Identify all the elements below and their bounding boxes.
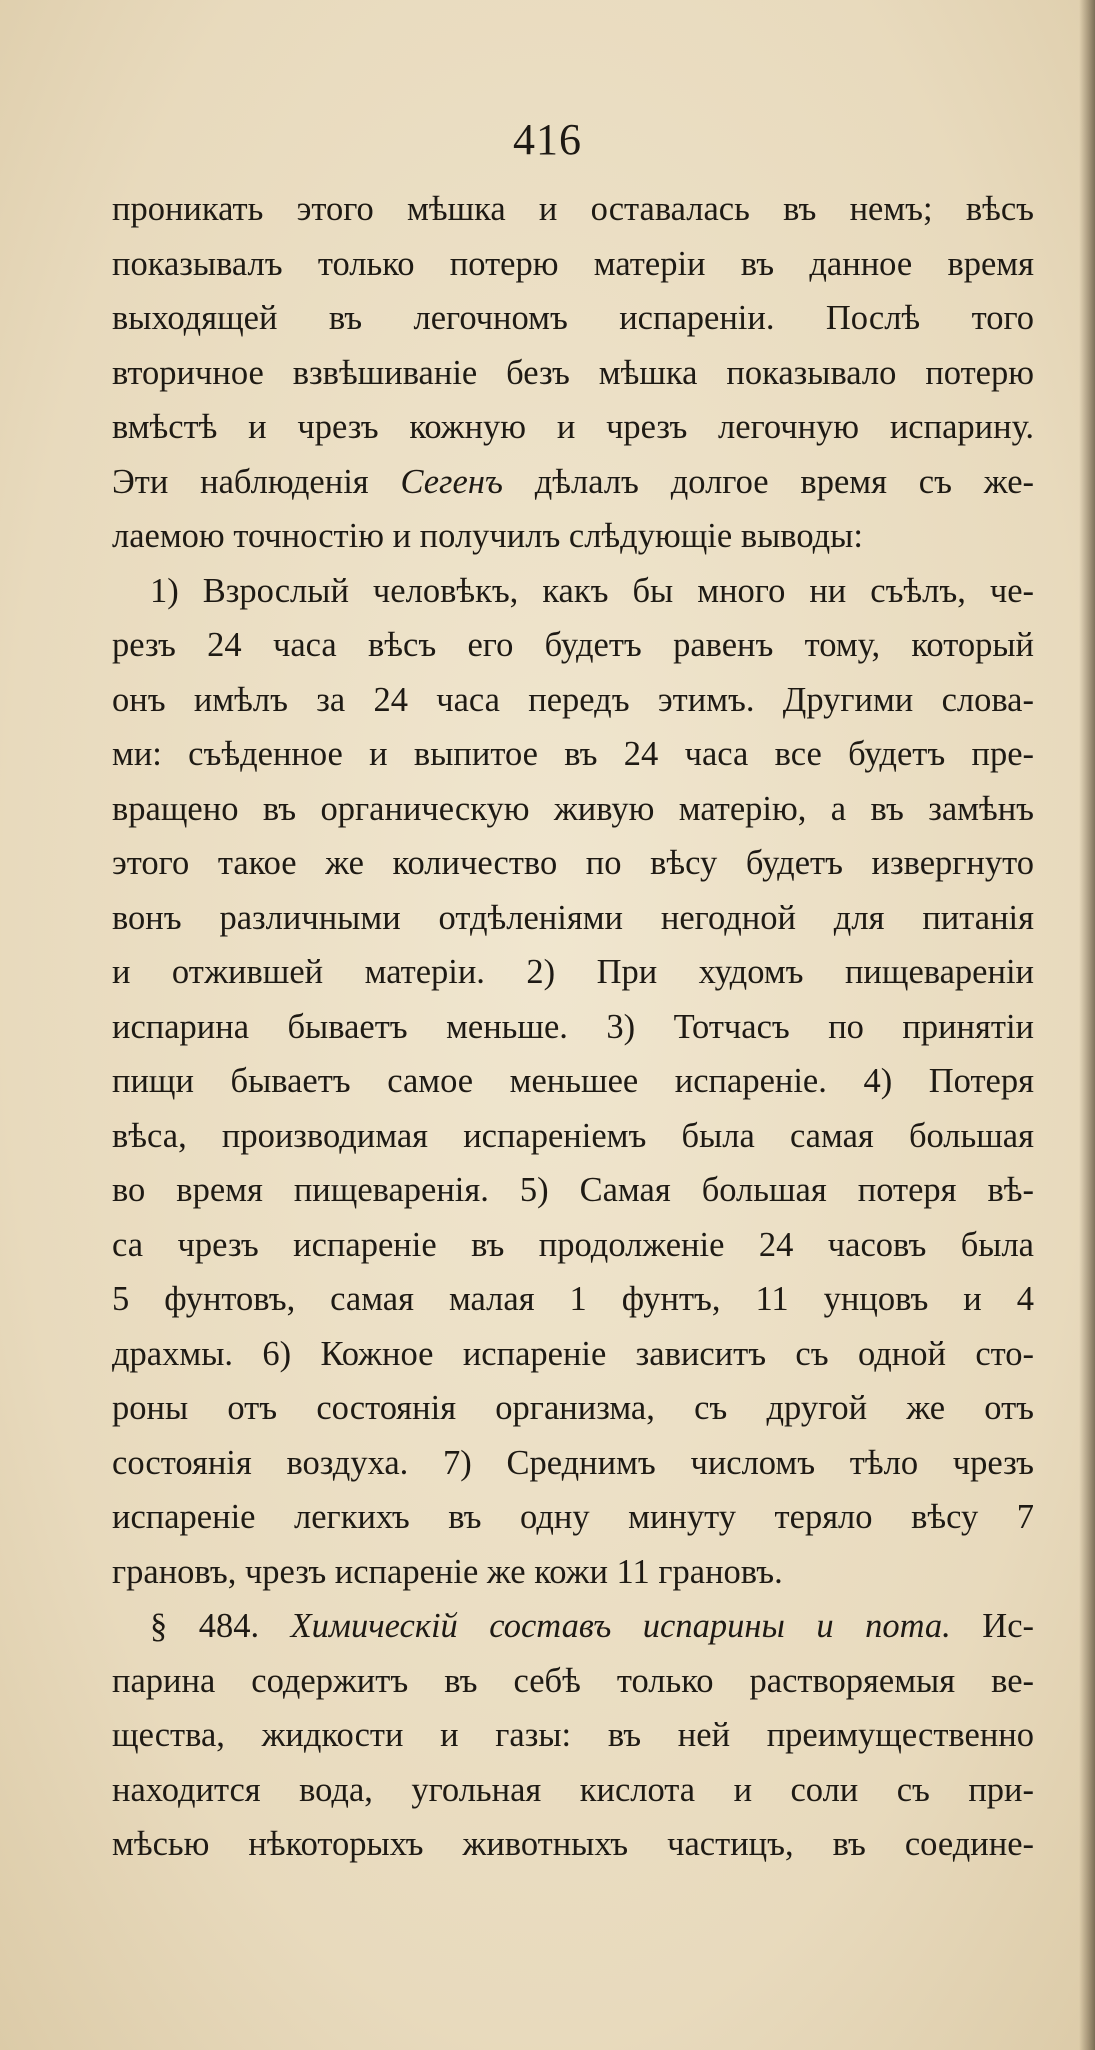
- text-line: 5 фунтовъ, самая малая 1 фунтъ, 11 унцовъ и 4: [112, 1280, 1034, 1318]
- text-line: драхмы. 6) Кожное испареніе зависитъ съ одной сто-: [112, 1334, 1034, 1373]
- text-line: [112, 455, 1034, 510]
- text-line: показывалъ только потерю матеріи въ данное время: [112, 244, 1034, 283]
- text-segment: Ис-: [950, 1607, 1034, 1645]
- text-line: лаемою точностію и получилъ слѣдующіе выводы:: [112, 517, 863, 555]
- body-text: [112, 182, 1034, 1872]
- text-segment: § 484.: [150, 1607, 291, 1645]
- text-line: роны отъ состоянія организма, съ другой же отъ: [112, 1389, 1034, 1427]
- text-segment: Эти наблюденія: [112, 462, 401, 501]
- text-line: са чрезъ испареніе въ продолженіе 24 часовъ была: [112, 1225, 1034, 1264]
- text-line: вонъ различными отдѣленіями негодной для питанія: [112, 898, 1034, 937]
- italic-text: Сегенъ: [400, 462, 503, 501]
- text-line: грановъ, чрезъ испареніе же кожи 11 грановъ.: [112, 1552, 783, 1591]
- text-line: испареніе легкихъ въ одну минуту теряло вѣсу 7: [112, 1498, 1034, 1536]
- text-line: вращено въ органическую живую матерію, а въ замѣнъ: [112, 789, 1034, 828]
- text-line: щества, жидкости и газы: въ ней преимущественно: [112, 1716, 1034, 1754]
- text-line: во время пищеваренія. 5) Самая большая потеря вѣ-: [112, 1171, 1034, 1209]
- page-number: 416: [513, 115, 582, 164]
- text-line: парина содержитъ въ себѣ только растворяемыя ве-: [112, 1661, 1034, 1700]
- text-line: находится вода, угольная кислота и соли съ при-: [112, 1770, 1034, 1809]
- text-line: проникать этого мѣшка и оставалась въ немъ; вѣсъ: [112, 190, 1034, 228]
- text-line: выходящей въ легочномъ испареніи. Послѣ того: [112, 299, 1034, 337]
- text-segment: дѣлалъ долгое время съ же-: [502, 462, 1034, 501]
- text-line: вѣса, производимая испареніемъ была самая большая: [112, 1116, 1034, 1155]
- text-line: мѣсью нѣкоторыхъ животныхъ частицъ, въ соедине-: [112, 1825, 1034, 1863]
- text-line: этого такое же количество по вѣсу будетъ извергнуто: [112, 844, 1034, 882]
- text-line: и отжившей матеріи. 2) При худомъ пищевареніи: [112, 953, 1034, 991]
- text-line: [112, 1599, 1034, 1654]
- text-line: ми: съѣденное и выпитое въ 24 часа все будетъ пре-: [112, 735, 1034, 773]
- text-line: резъ 24 часа вѣсъ его будетъ равенъ тому, который: [112, 626, 1034, 664]
- page-edge-shadow: [1079, 0, 1095, 2050]
- text-line: состоянія воздуха. 7) Среднимъ числомъ тѣло чрезъ: [112, 1443, 1034, 1482]
- text-line: испарина бываетъ меньше. 3) Тотчасъ по принятіи: [112, 1007, 1034, 1046]
- text-line: вмѣстѣ и чрезъ кожную и чрезъ легочную испарину.: [112, 408, 1034, 446]
- text-line: онъ имѣлъ за 24 часа передъ этимъ. Другими слова-: [112, 680, 1034, 719]
- text-line: вторичное взвѣшиваніе безъ мѣшка показывало потерю: [112, 353, 1034, 392]
- text-line: пищи бываетъ самое меньшее испареніе. 4) Потеря: [112, 1062, 1034, 1100]
- italic-text: Химическій составъ испарины и пота.: [290, 1607, 951, 1645]
- text-line: 1) Взрослый человѣкъ, какъ бы много ни съѣлъ, че-: [150, 571, 1034, 610]
